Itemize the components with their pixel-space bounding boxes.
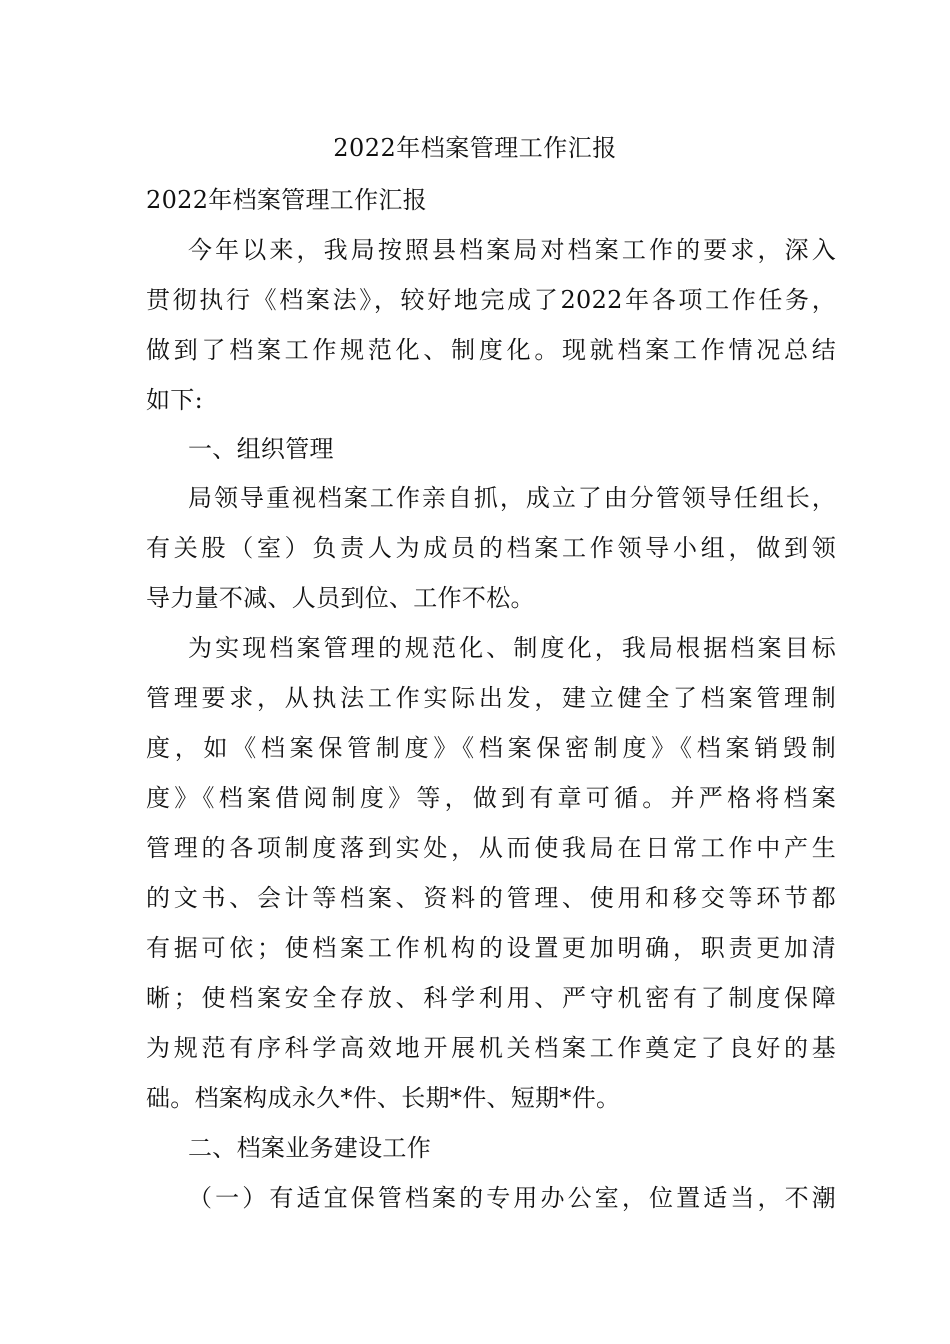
paragraph-line: 局领导重视档案工作亲自抓，成立了由分管领导任组长， <box>188 484 836 512</box>
paragraph-line: 的文书、会计等档案、资料的管理、使用和移交等环节都 <box>146 884 836 912</box>
paragraph-line: 度，如《档案保管制度》《档案保密制度》《档案销毁制 <box>146 734 836 762</box>
paragraph-line: 为规范有序科学高效地开展机关档案工作奠定了良好的基 <box>146 1034 836 1062</box>
paragraph-line: 有关股（室）负责人为成员的档案工作领导小组，做到领 <box>146 534 836 562</box>
paragraph-line: （一）有适宜保管档案的专用办公室，位置适当，不潮 <box>188 1184 836 1212</box>
document-title: 2022年档案管理工作汇报 <box>333 134 617 162</box>
section-heading: 二、档案业务建设工作 <box>188 1134 431 1162</box>
paragraph-line: 导力量不减、人员到位、工作不松。 <box>146 584 535 612</box>
paragraph-line: 晰；使档案安全存放、科学利用、严守机密有了制度保障 <box>146 984 836 1012</box>
paragraph-line: 管理的各项制度落到实处，从而使我局在日常工作中产生 <box>146 834 836 862</box>
paragraph-line: 如下: <box>146 386 203 414</box>
paragraph-line: 有据可依；使档案工作机构的设置更加明确，职责更加清 <box>146 934 836 962</box>
paragraph-line: 贯彻执行《档案法》，较好地完成了2022年各项工作任务， <box>146 286 836 314</box>
paragraph-line: 做到了档案工作规范化、制度化。现就档案工作情况总结 <box>146 336 836 364</box>
paragraph-line: 管理要求，从执法工作实际出发，建立健全了档案管理制 <box>146 684 836 712</box>
paragraph-line: 础。档案构成永久*件、长期*件、短期*件。 <box>146 1084 621 1112</box>
paragraph-line: 今年以来，我局按照县档案局对档案工作的要求，深入 <box>188 236 836 264</box>
paragraph-line: 度》《档案借阅制度》等，做到有章可循。并严格将档案 <box>146 784 836 812</box>
paragraph-line: 为实现档案管理的规范化、制度化，我局根据档案目标 <box>188 634 836 662</box>
subtitle-line: 2022年档案管理工作汇报 <box>146 186 427 214</box>
section-heading: 一、组织管理 <box>188 435 334 463</box>
